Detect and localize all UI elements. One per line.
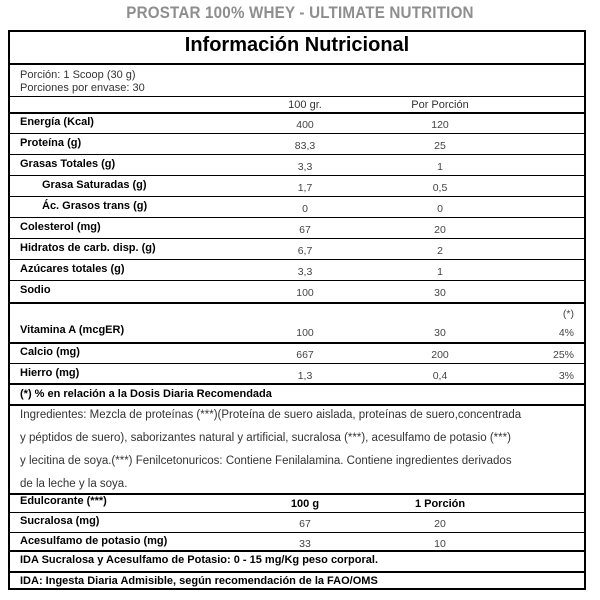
vitamin-per-serving: 30 [434, 327, 446, 339]
nutrition-label [8, 30, 586, 590]
ida-note: IDA Sucralosa y Acesulfamo de Potasio: 0 - 15 mg/Kg peso corporal. [20, 554, 379, 566]
vitamin-name: Vitamina A (mcgER) [20, 324, 125, 336]
serving-size: Porción: 1 Scoop (30 g) [20, 69, 136, 81]
divider [10, 532, 584, 533]
nutrient-per-serving: 1 [437, 161, 443, 173]
divider [10, 280, 584, 281]
divider [10, 217, 584, 218]
divider [10, 154, 584, 155]
vitamin-dv: 4% [558, 327, 574, 339]
nutrient-per-serving: 20 [434, 224, 446, 236]
nutrient-name: Azúcares totales (g) [20, 263, 125, 275]
divider [10, 196, 584, 197]
servings-per-container: Porciones por envase: 30 [20, 82, 145, 94]
vitamin-per-100: 100 [296, 327, 314, 339]
nutrient-per-100: 3,3 [297, 161, 313, 173]
sweetener-per-serving: 20 [434, 518, 446, 530]
nutrient-name: Proteína (g) [20, 137, 82, 149]
nutrient-per-serving: 0,5 [432, 182, 448, 194]
sweetener-header: Edulcorante (***) [20, 495, 107, 507]
sweetener-name: Sucralosa (mg) [20, 515, 100, 527]
sweetener-per-serving: 10 [434, 538, 446, 550]
divider [10, 112, 584, 114]
ingredients-line: y péptidos de suero), saborizantes natural y artificial, sucralosa (***), acesulfamo de potasio (***) [20, 432, 511, 444]
nutrient-per-serving: 1 [437, 266, 443, 278]
vitamin-dv: 25% [552, 349, 574, 361]
vitamin-dv: 3% [558, 370, 574, 382]
nutrient-per-100: 6,7 [297, 245, 313, 257]
vitamin-name: Calcio (mg) [20, 346, 80, 358]
divider [10, 342, 584, 344]
divider [10, 302, 584, 304]
nutrient-per-serving: 25 [434, 140, 446, 152]
divider [10, 571, 584, 573]
nutrient-per-100: 0 [302, 203, 308, 215]
nutrient-per-100: 67 [299, 224, 311, 236]
product-title: PROSTAR 100% WHEY - ULTIMATE NUTRITION [126, 4, 474, 22]
divider [10, 363, 584, 364]
divider [10, 259, 584, 260]
column-header-100g: 100 gr. [288, 99, 322, 111]
sweetener-per-100: 33 [299, 538, 311, 550]
divider [10, 96, 584, 97]
divider [10, 404, 584, 406]
nutrient-per-100: 400 [296, 119, 314, 131]
sweetener-per-100: 67 [299, 518, 311, 530]
nutrient-per-100: 1,7 [297, 182, 313, 194]
divider [10, 133, 584, 134]
column-header-per-serving: Por Porción [411, 99, 469, 111]
nutrient-name: Colesterol (mg) [20, 221, 101, 233]
nutrient-name: Grasa Saturadas (g) [42, 179, 147, 191]
label-title: Información Nutricional [184, 34, 410, 56]
nutrient-per-serving: 0 [437, 203, 443, 215]
nutrient-per-100: 83,3 [294, 140, 316, 152]
ingredients-line: de la leche y la soya. [20, 478, 128, 490]
sweetener-name: Acesulfamo de potasio (mg) [20, 535, 168, 547]
divider [10, 383, 584, 385]
sweetener-column-per-serving: 1 Porción [414, 498, 466, 510]
divider [10, 238, 584, 239]
vitamin-per-serving: 0,4 [432, 370, 448, 382]
divider [10, 175, 584, 176]
ida-definition: IDA: Ingesta Diaria Admisible, según recomendación de la FAO/OMS [20, 575, 378, 587]
divider [10, 63, 584, 65]
vitamin-per-100: 1,3 [297, 370, 313, 382]
nutrient-name: Hidratos de carb. disp. (g) [20, 242, 156, 254]
nutrient-per-100: 3,3 [297, 266, 313, 278]
vitamin-per-100: 667 [296, 349, 314, 361]
dv-marker: (*) [562, 308, 574, 320]
vitamin-name: Hierro (mg) [20, 367, 80, 379]
ingredients-line: y lecitina de soya.(***) Fenilcetonuricos: Contiene Fenilalamina. Contiene ingredientes derivados [20, 455, 512, 467]
nutrient-per-serving: 120 [431, 119, 449, 131]
nutrient-per-serving: 2 [437, 245, 443, 257]
nutrient-name: Sodio [20, 284, 51, 296]
divider [10, 550, 584, 552]
nutrient-name: Ác. Grasos trans (g) [42, 200, 148, 212]
dv-note: (*) % en relación a la Dosis Diaria Recomendada [20, 388, 272, 400]
ingredients-line: Ingredientes: Mezcla de proteínas (***)(Proteína de suero aislada, proteínas de suero,concentrada [20, 409, 522, 421]
nutrient-per-100: 100 [296, 287, 314, 299]
nutrient-name: Grasas Totales (g) [20, 158, 116, 170]
sweetener-column-100g: 100 g [290, 498, 320, 510]
nutrient-name: Energía (Kcal) [20, 116, 94, 128]
nutrient-per-serving: 30 [434, 287, 446, 299]
vitamin-per-serving: 200 [431, 349, 449, 361]
divider [10, 512, 584, 513]
